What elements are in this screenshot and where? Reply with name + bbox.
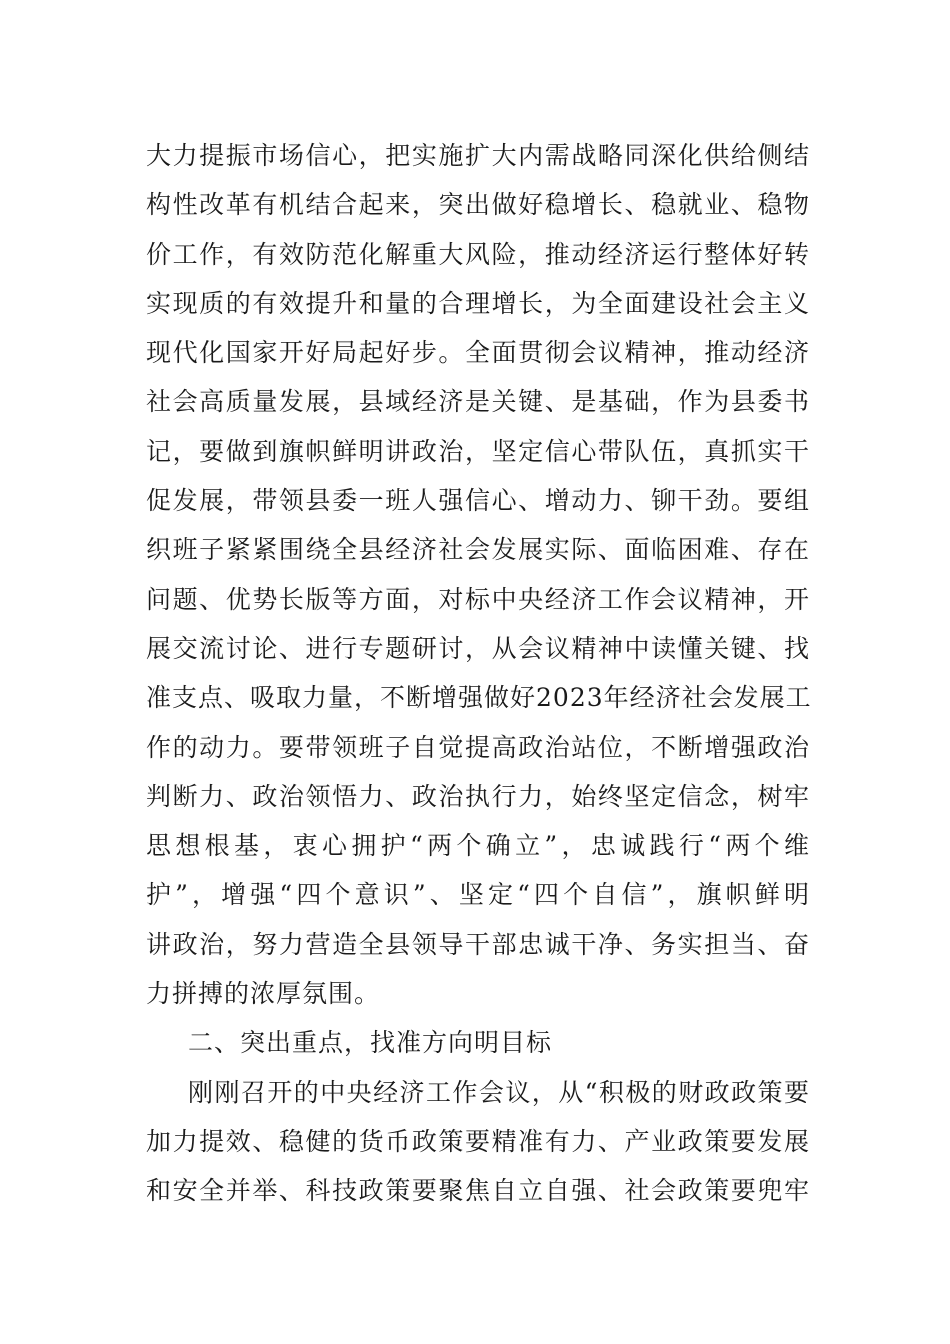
text-line: 实现质的有效提升和量的合理增长，为全面建设社会主义 [146, 288, 810, 318]
text-line: 和安全并举、科技政策要聚焦自立自强、社会政策要兜牢 [146, 1176, 810, 1206]
text-line: 社会高质量发展，县域经济是关键、是基础，作为县委书 [146, 387, 810, 417]
text-line: 护”，增强“四个意识”、坚定“四个自信”，旗帜鲜明 [146, 880, 810, 910]
text-line: 展交流讨论、进行专题研讨，从会议精神中读懂关键、找 [146, 633, 810, 663]
text-line: 作的动力。要带领班子自觉提高政治站位，不断增强政治 [146, 732, 810, 762]
text-line: 问题、优势长版等方面，对标中央经济工作会议精神，开 [146, 584, 810, 614]
text-line: 力拼搏的浓厚氛围。 [146, 979, 381, 1009]
text-line: 大力提振市场信心，把实施扩大内需战略同深化供给侧结 [146, 141, 810, 170]
text-line: 构性改革有机结合起来，突出做好稳增长、稳就业、稳物 [146, 190, 810, 220]
text-line: 加力提效、稳健的货币政策要精准有力、产业政策要发展 [146, 1126, 810, 1156]
text-line: 刚刚召开的中央经济工作会议，从“积极的财政政策要 [188, 1077, 810, 1107]
text-line: 判断力、政治领悟力、政治执行力，始终坚定信念，树牢 [146, 781, 810, 811]
text-line: 价工作，有效防范化解重大风险，推动经济运行整体好转 [146, 239, 810, 269]
document-body [146, 131, 810, 1216]
text-line: 现代化国家开好局起好步。全面贯彻会议精神，推动经济 [146, 338, 810, 368]
text-line: 准支点、吸取力量，不断增强做好2023年经济社会发展工 [146, 683, 812, 713]
text-line: 记，要做到旗帜鲜明讲政治，坚定信心带队伍，真抓实干 [146, 436, 810, 466]
text-line: 讲政治，努力营造全县领导干部忠诚干净、务实担当、奋 [146, 929, 810, 959]
text-line: 思想根基，衷心拥护“两个确立”，忠诚践行“两个维 [146, 831, 810, 861]
text-line: 织班子紧紧围绕全县经济社会发展实际、面临困难、存在 [146, 535, 810, 565]
text-line: 促发展，带领县委一班人强信心、增动力、铆干劲。要组 [146, 486, 810, 516]
section-heading: 二、突出重点，找准方向明目标 [188, 1028, 553, 1058]
